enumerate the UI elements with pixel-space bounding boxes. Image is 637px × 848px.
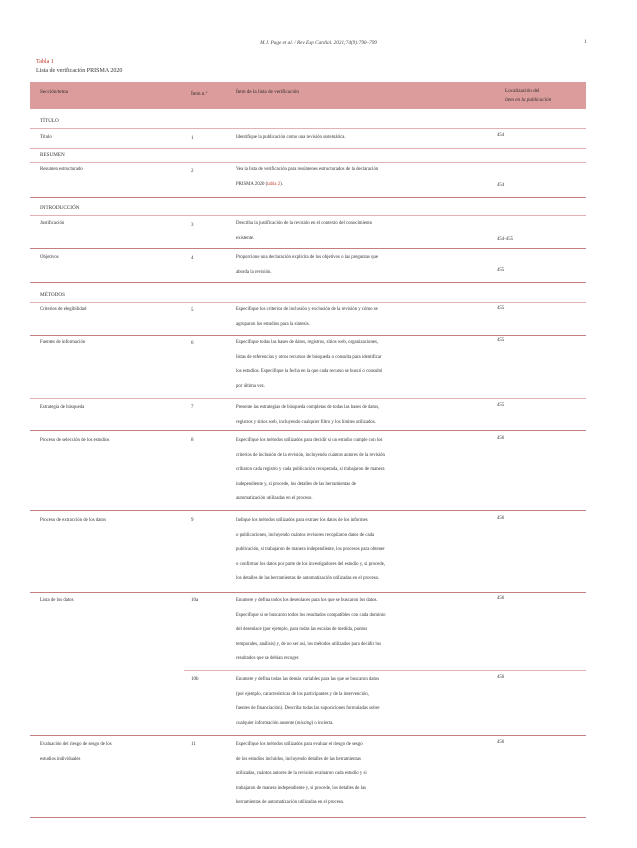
table-row-location: 455: [497, 338, 505, 343]
table-row-text: Especifique los métodos utilizados para decidir si un estudio cumple con los criterios de inclusión de la revisión, incluyendo cuántos autores de la revisión cribaron cada registro y cada publicación recuperada, si trabajaron de manera independiente y, si procede, los detalles de las herramientas de automatización utilizadas en el proceso.: [236, 438, 385, 502]
table-row-text: Proporcione una declaración explícita de los objetivos o las preguntas que aborda la revisión.: [236, 255, 378, 275]
table-row-text: Identifique la publicación como una revisión sistemática.: [236, 135, 346, 140]
column-header-location-2: ítem en la publicación: [505, 97, 552, 103]
table-row-location: 456: [497, 596, 505, 601]
table-header: [30, 82, 586, 109]
table-row-item: 7: [191, 405, 194, 410]
table-row-text: Vea la lista de verificación para resúmenes estructurados de la declaración PRISMA 2020 (tabla 2).: [236, 167, 379, 187]
table-row-item: 2: [191, 169, 194, 174]
row-divider: [30, 128, 586, 129]
row-divider: [30, 592, 586, 593]
table-row-item: 8: [191, 438, 194, 443]
table-label: Tabla 1: [36, 59, 54, 65]
table-row-topic: Justificación: [40, 221, 65, 226]
row-divider: [30, 398, 586, 399]
row-divider: [30, 197, 586, 198]
table-row-text: Enumere y defina todos los desenlaces para los que se buscaron los datos. Especifique si se buscaron todos los resultados compatibles con cada dominio del desenlace (por ejemplo, para todas las escalas de medida, puntos temporales, análisis) y, de no ser así, los métodos utilizados para decidir los resultados que se debían recoger.: [236, 598, 386, 662]
row-divider: [30, 148, 586, 149]
row-divider: [30, 735, 586, 736]
section-heading-titulo: TÍTULO: [40, 118, 59, 124]
table-reference-link[interactable]: tabla 2: [267, 181, 281, 187]
table-row-item: 6: [191, 341, 194, 346]
table-row-item: 4: [191, 256, 194, 261]
table-row-text: Enumere y defina todas las demás variables para las que se buscaron datos (por ejemplo, características de los participantes y de la intervención, fuentes de financiación). Describa todas las suposiciones formuladas sobre cualquier información ausente (missing) o incierta.: [236, 677, 380, 726]
table-row-text: Especifique todas las bases de datos, registros, sitios web, organizaciones, listas de referencias y otros recursos de búsqueda o consulta para identificar los estudios. Especifique la fecha en la que cada recurso se buscó o consultó por última vez.: [236, 340, 383, 389]
table-row-topic: Resumen estructurado: [40, 167, 83, 172]
row-divider: [30, 510, 586, 511]
row-divider: [30, 430, 586, 431]
table-row-topic: Objetivos: [40, 255, 59, 260]
row-divider: [184, 670, 586, 671]
running-header: M.J. Page et al. / Rev Esp Cardiol. 2021;74(9):790–799: [260, 40, 377, 46]
table-row-text: Indique los métodos utilizados para extraer los datos de los informes o publicaciones, incluyendo cuántos revisores recopilaron datos de cada publicación, si trabajaron de manera independiente, los procesos para obtener o confirmar los datos por parte de los investigadores del estudio y, si procede, los detalles de las herramientas de automatización utilizadas en el proceso.: [236, 518, 386, 582]
table-row-topic: Título: [40, 135, 52, 140]
row-divider: [30, 282, 586, 283]
table-row-location: 455: [497, 306, 505, 311]
table-row-location: 454-455: [497, 237, 513, 242]
table-row-text: Describa la justificación de la revisión en el contexto del conocimiento existente.: [236, 221, 373, 241]
table-row-item: 1: [191, 136, 194, 141]
table-row-text: Especifique los métodos utilizados para evaluar el riesgo de sesgo de los estudios incluidos, incluyendo detalles de las herramientas utilizadas, cuántos autores de la revisión evaluaron cada estudio y si trabajaron de manera independiente y, si procede, los detalles de las herramientas de automatización utilizadas en el proceso.: [236, 742, 367, 806]
row-divider: [30, 215, 586, 216]
table-caption: Lista de verificación PRISMA 2020: [36, 68, 123, 74]
row-divider: [30, 817, 586, 818]
column-header-item: Ítem n.º: [191, 91, 208, 97]
row-divider: [30, 248, 586, 249]
table-row-topic: Lista de los datos: [40, 598, 74, 603]
table-row-location: 456: [497, 436, 505, 441]
page-number: 1: [584, 39, 587, 45]
table-row-text: Especifique los criterios de inclusión y exclusión de la revisión y cómo se agruparon los estudios para la síntesis.: [236, 307, 378, 327]
table-row-topic: Proceso de extracción de los datos: [40, 518, 106, 523]
table-row-topic: Criterios de elegibilidad: [40, 307, 87, 312]
table-row-location: 456: [497, 516, 505, 521]
table-row-item: 11: [191, 742, 196, 747]
table-row-location: 455: [497, 268, 505, 273]
column-header-section: Sección/tema: [40, 89, 68, 95]
table-row-location: 454: [497, 183, 505, 188]
table-row-topic: Evaluación del riesgo de sesgo de los estudios individuales: [40, 742, 112, 762]
table-row-item: 10a: [191, 598, 199, 603]
table-row-item: 5: [191, 308, 194, 313]
table-row-item: 10b: [191, 677, 199, 682]
column-header-location: Localización del: [505, 88, 540, 94]
section-heading-metodos: MÉTODOS: [40, 292, 65, 298]
table-row-location: 456: [497, 740, 505, 745]
table-row-item: 9: [191, 518, 194, 523]
table-row-item: 3: [191, 223, 194, 228]
table-row-topic: Estrategia de búsqueda: [40, 405, 85, 410]
table-row-text: Presente las estrategias de búsqueda completas de todas las bases de datos, registros y sitios web, incluyendo cualquier filtro y los límites utilizados.: [236, 405, 380, 425]
section-heading-introduccion: INTRODUCCIÓN: [40, 205, 80, 211]
table-row-topic: Proceso de selección de los estudios: [40, 438, 110, 443]
table-row-topic: Fuentes de información: [40, 340, 86, 345]
table-row-location: 455: [497, 403, 505, 408]
table-row-location: 454: [497, 133, 505, 138]
table-row-location: 456: [497, 675, 505, 680]
column-header-item-text: Ítem de la lista de verificación: [236, 89, 299, 95]
section-heading-resumen: RESUMEN: [40, 152, 65, 158]
